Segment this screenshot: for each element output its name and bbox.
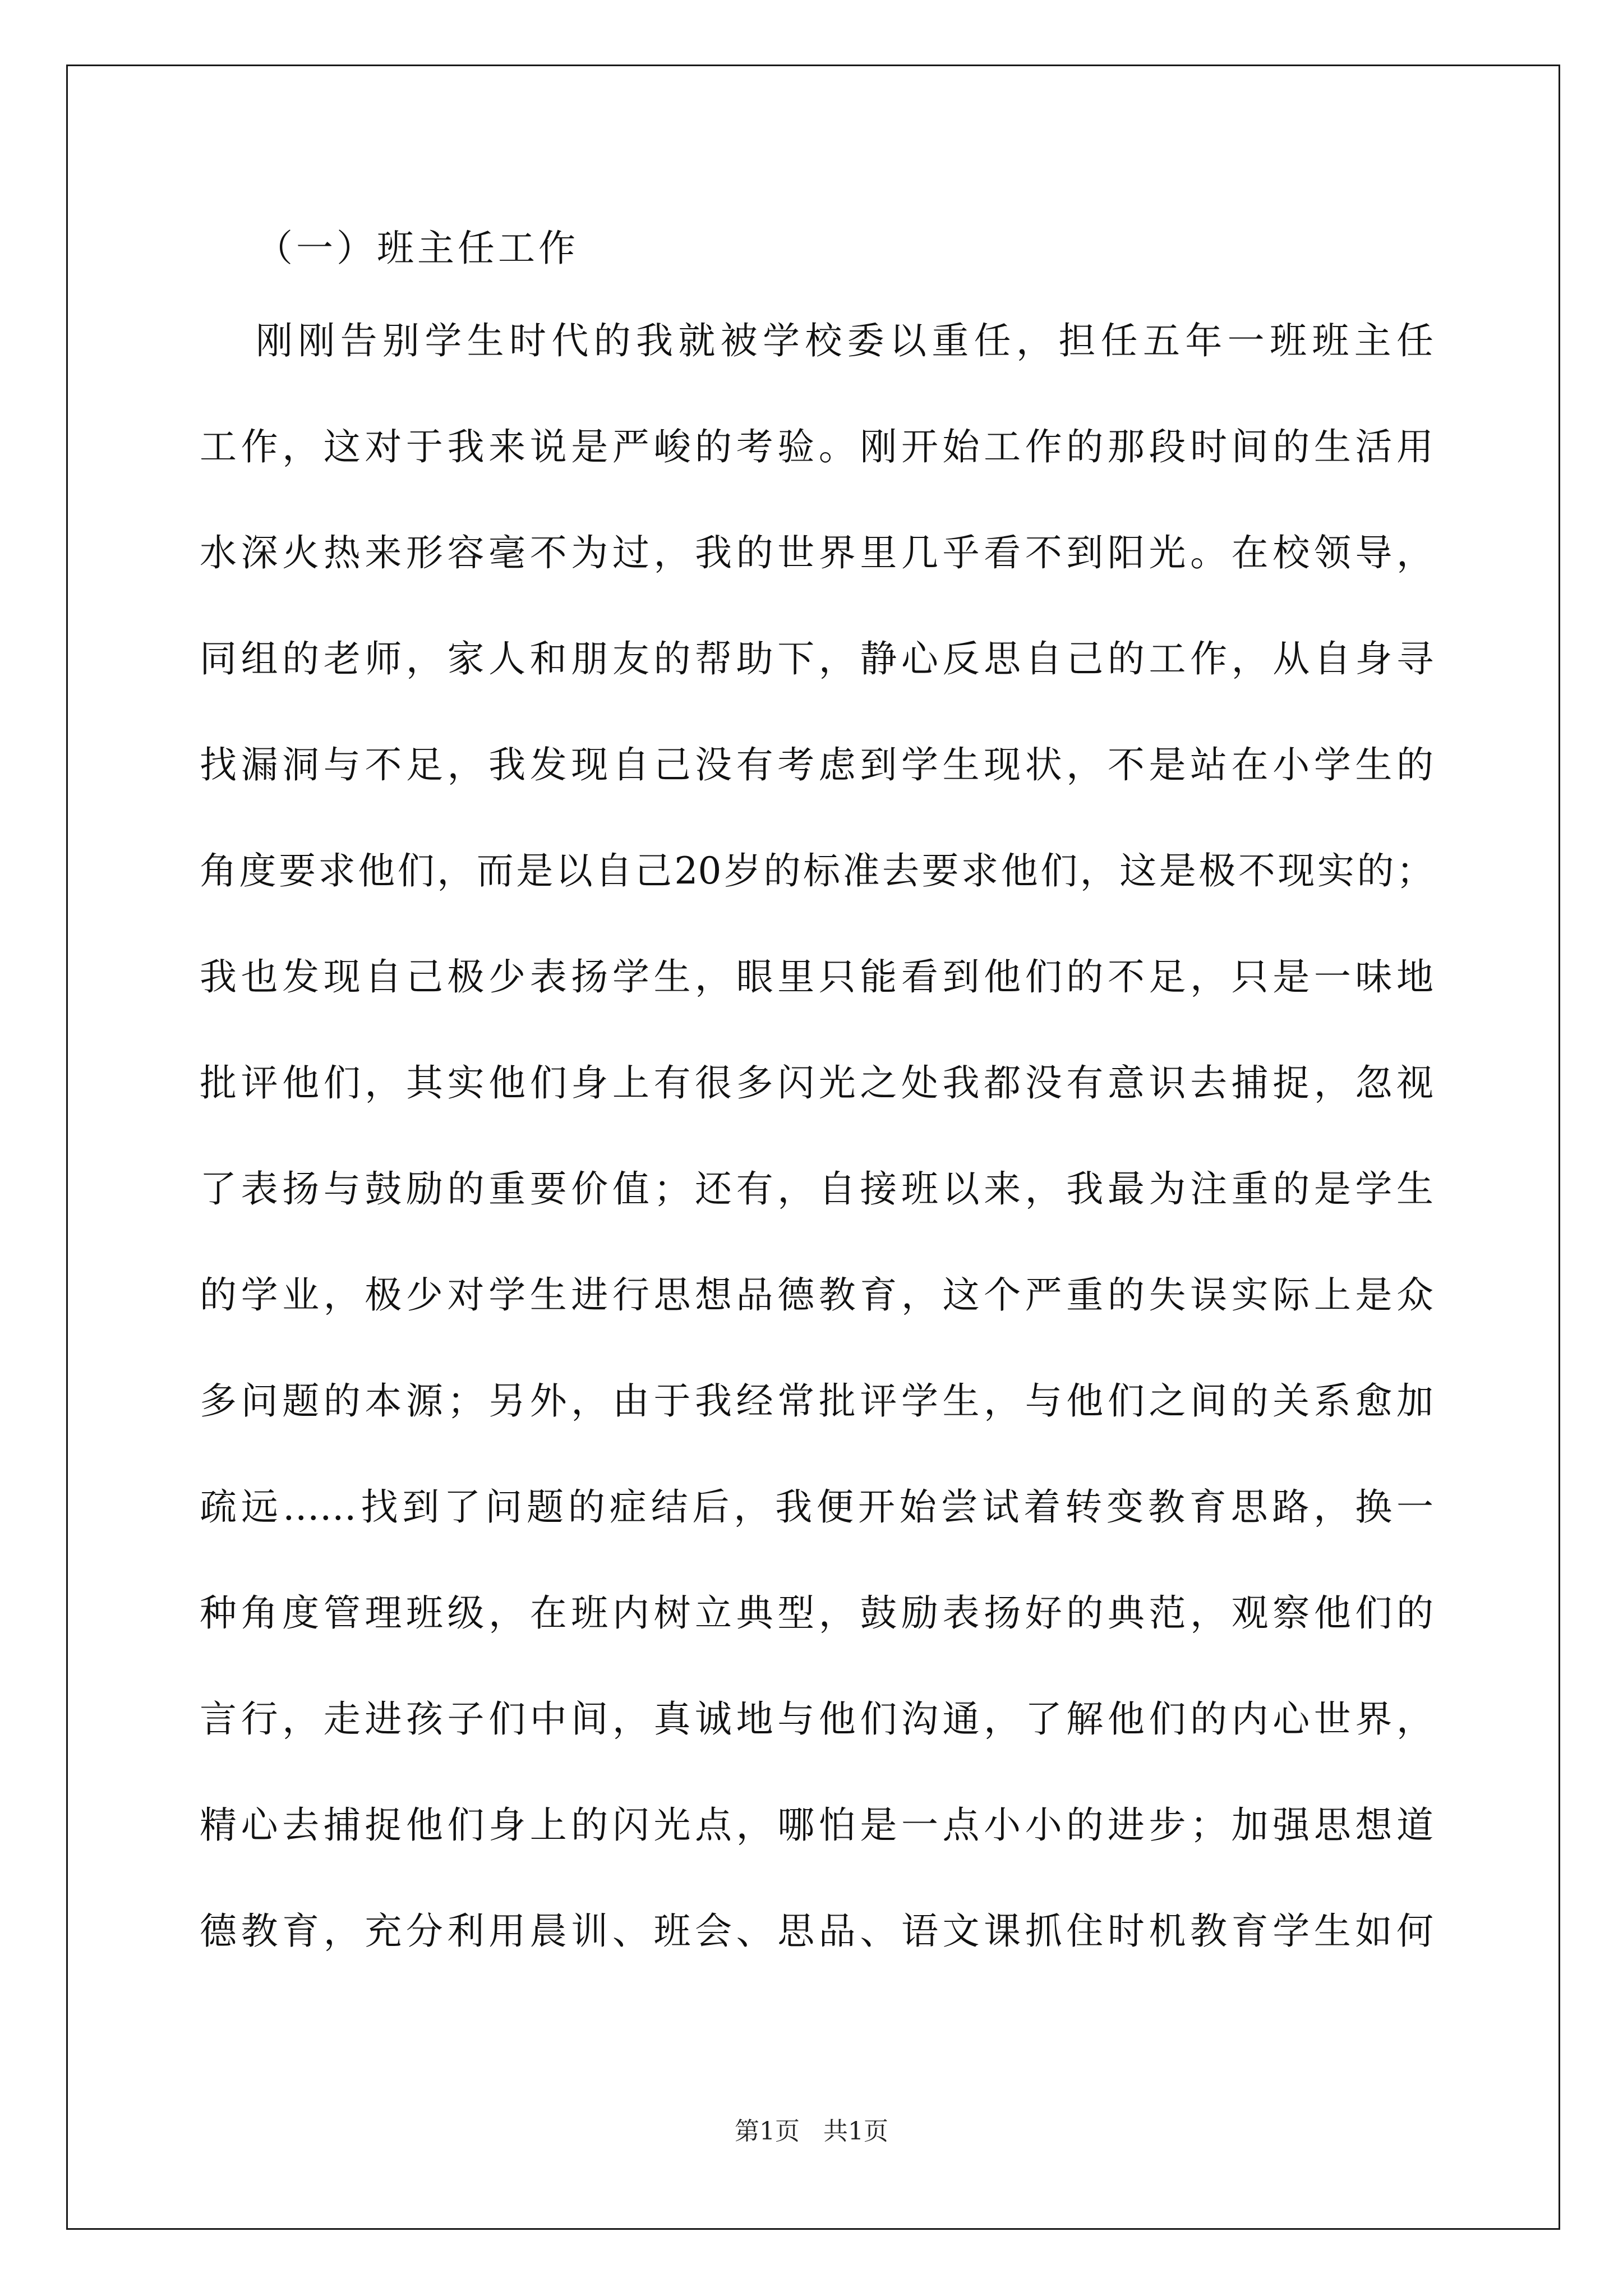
paragraph-line: 疏远……找到了问题的症结后，我便开始尝试着转变教育思路，换一	[200, 1485, 1433, 1529]
paragraph-line: 的学业，极少对学生进行思想品德教育，这个严重的失误实际上是众	[200, 1273, 1433, 1317]
paragraph-line: 了表扬与鼓励的重要价值；还有，自接班以来，我最为注重的是学生	[200, 1167, 1433, 1211]
paragraph-line: 我也发现自己极少表扬学生，眼里只能看到他们的不足，只是一味地	[200, 955, 1433, 999]
paragraph-line: 精心去捕捉他们身上的闪光点，哪怕是一点小小的进步；加强思想道	[200, 1803, 1433, 1847]
page-number: 第1页 共1页	[735, 2117, 888, 2146]
paragraph-line: 多问题的本源；另外，由于我经常批评学生，与他们之间的关系愈加	[200, 1379, 1433, 1423]
paragraph-line: 水深火热来形容毫不为过，我的世界里几乎看不到阳光。在校领导，	[200, 531, 1433, 574]
paragraph-line: 刚刚告别学生时代的我就被学校委以重任，担任五年一班班主任	[256, 319, 1433, 362]
section-heading: （一）班主任工作	[256, 227, 579, 270]
paragraph-line: 批评他们，其实他们身上有很多闪光之处我都没有意识去捕捉，忽视	[200, 1061, 1433, 1105]
paragraph-line: 同组的老师，家人和朋友的帮助下，静心反思自己的工作，从自身寻	[200, 637, 1433, 680]
paragraph-line: 德教育，充分利用晨训、班会、思品、语文课抓住时机教育学生如何	[200, 1910, 1433, 1953]
paragraph-line: 言行，走进孩子们中间，真诚地与他们沟通，了解他们的内心世界，	[200, 1697, 1433, 1741]
paragraph-line: 角度要求他们，而是以自己20岁的标准去要求他们，这是极不现实的；	[200, 849, 1433, 892]
page-border	[66, 65, 1560, 2230]
paragraph-line: 种角度管理班级，在班内树立典型，鼓励表扬好的典范，观察他们的	[200, 1591, 1433, 1635]
paragraph-line: 找漏洞与不足，我发现自己没有考虑到学生现状，不是站在小学生的	[200, 743, 1433, 786]
paragraph-line: 工作，这对于我来说是严峻的考验。刚开始工作的那段时间的生活用	[200, 425, 1433, 468]
